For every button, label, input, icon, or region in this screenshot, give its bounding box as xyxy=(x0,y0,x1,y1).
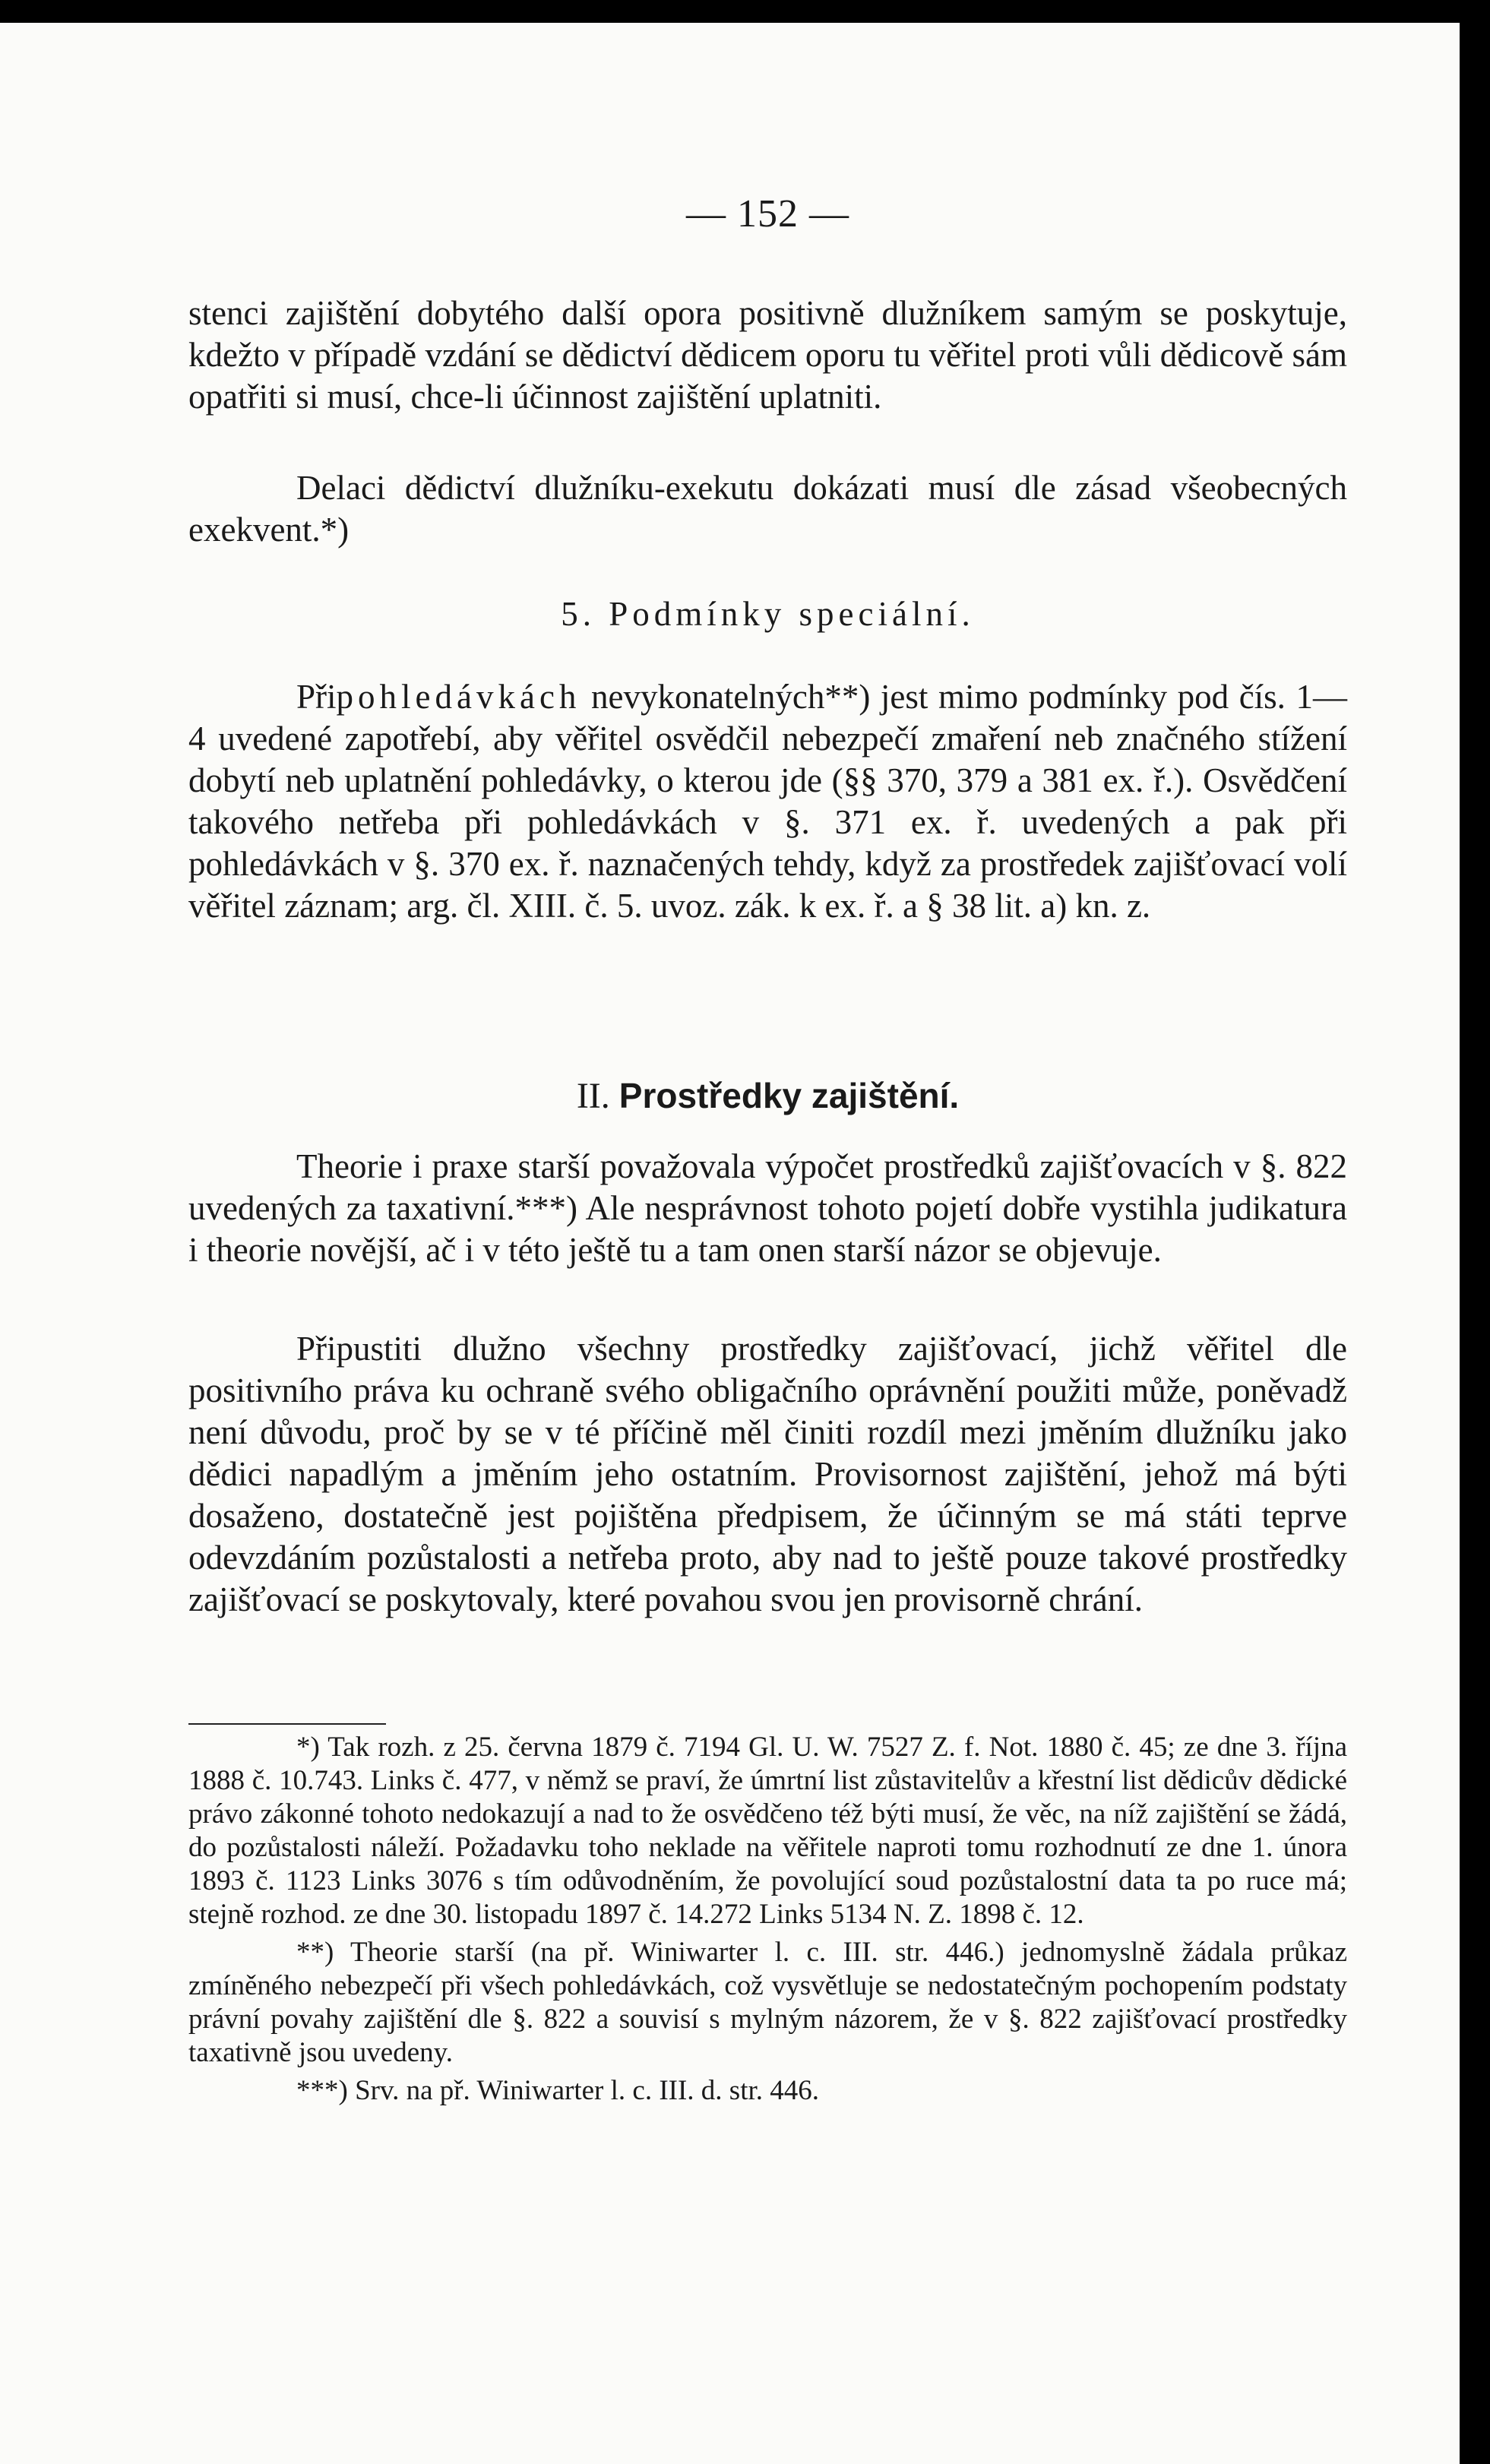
footnote-3: ***) Srv. na př. Winiwarter l. c. III. d. str. 446. xyxy=(296,2075,820,2106)
paragraph-continuation xyxy=(188,293,1347,418)
scanned-page xyxy=(0,23,1460,2464)
paragraph-admissible-means xyxy=(188,1328,1347,1621)
footnotes xyxy=(188,1731,1347,2108)
chapter-heading-title: Prostředky zajištění. xyxy=(618,1076,960,1115)
paragraph-3 xyxy=(188,676,1347,927)
paragraph-3-lead: Při xyxy=(296,678,337,716)
paragraph-3-body: nevykonatelných**) jest mimo podmínky pod čís. 1—4 uvedené zapotřebí, aby věřitel osvědčil nebezpečí zmaření neb značného stížení dobytí neb uplatnění pohledávky, o kterou jde (§§ 370, 379 a 381 ex. ř.). Osvědčení takového netřeba při pohledávkách v §. 371 ex. ř. uvedených a pak při pohledávkách v §. 370 ex. ř. naznačených tehdy, když za prostředek zajišťovací volí věřitel záznam; arg. čl. XIII. č. 5. uvoz. zák. k ex. ř. a § 38 lit. a) kn. z. xyxy=(188,678,1347,925)
paragraph-3-emphasis: pohledávkách xyxy=(336,678,581,716)
paragraph-2: Delaci dědictví dlužníku-exekutu dokázati musí dle zásad všeobecných exekvent.*) xyxy=(188,469,1347,549)
footnote-1: *) Tak rozh. z 25. června 1879 č. 7194 Gl. U. W. 7527 Z. f. Not. 1880 č. 45; ze dne 3. října 1888 č. 10.743. Links č. 477, v němž se praví, že úmrtní list zůstavitelův a křestní list dědicův dědické právo zákonné tohoto nedokazují a nad to že osvědčeno též býti musí, že věc, na níž zajištění se žádá, do pozůstalosti náleží. Požadavku toho neklade na věřitele naproti tomu rozhodnutí ze dne 1. února 1893 č. 1123 Links 3076 s tím odůvodněním, že povolující soud pozůstalostní data ta po ruce má; stejně rozhod. ze dne 30. listopadu 1897 č. 14.272 Links 5134 N. Z. 1898 č. 12. xyxy=(188,1732,1347,1930)
section-heading: 5. Podmínky speciální. xyxy=(561,595,975,633)
page-number: — 152 — xyxy=(686,192,849,236)
paragraph-5: Připustiti dlužno všechny prostředky zajišťovací, jichž věřitel dle positivního práva ku ochraně svého obligačního oprávnění použiti může, poněvadž není důvodu, proč by se v té příčině měl činiti rozdíl mezi jměním dlužníku jako dědici napadlým a jměním jeho ostatním. Provisornost zajištění, jehož má býti dosaženo, dostatečně jest pojištěna předpisem, že účinným se má státi teprve odevzdáním pozůstalosti a netřeba proto, aby nad to ještě pouze takové prostředky zajišťovací se poskytovaly, které povahou svou jen provisorně chrání. xyxy=(188,1330,1347,1618)
paragraph-theory xyxy=(188,1146,1347,1271)
footnote-2: **) Theorie starší (na př. Winiwarter l. c. III. str. 446.) jednomyslně žádala průkaz zmíněného nebezpečí při všech pohledávkách, což vysvětluje se nedostatečným pochopením podstaty právní povahy zajištění dle §. 822 a souvisí s mylným názorem, že v §. 822 zajišťovací prostředky taxativně jsou uvedeny. xyxy=(188,1937,1347,2068)
paragraph-delation xyxy=(188,467,1347,551)
footnote-divider xyxy=(188,1723,386,1725)
chapter-heading xyxy=(188,1075,1347,1117)
paragraph-4: Theorie i praxe starší považovala výpočet prostředků zajišťovacích v §. 822 uvedených za taxativní.***) Ale nesprávnost tohoto pojetí dobře vystihla judikatura i theorie novější, ač i v této ještě tu a tam onen starší názor se objevuje. xyxy=(188,1147,1347,1269)
paragraph-1: stenci zajištění dobytého další opora positivně dlužníkem samým se poskytuje, kdežto v případě vzdání se dědictví dědicem oporu tu věřitel proti vůli dědicově sám opatřiti si musí, chce-li účinnost zajištění uplatniti. xyxy=(188,294,1347,416)
chapter-heading-number: II. xyxy=(576,1076,610,1116)
paragraph-special-conditions xyxy=(188,676,1347,927)
